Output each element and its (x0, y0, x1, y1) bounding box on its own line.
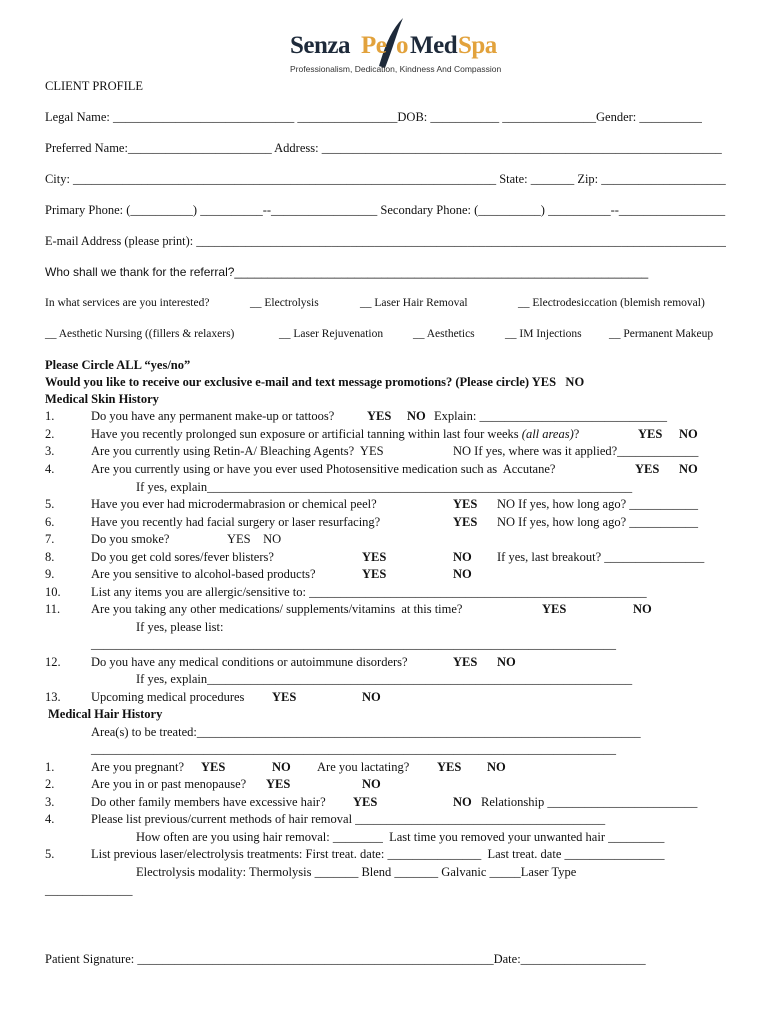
service-option-electrodesiccation[interactable]: __ Electrodesiccation (blemish removal) (518, 297, 705, 309)
question-tattoos: Do you have any permanent make-up or tattoos? (91, 409, 335, 423)
how-long-field[interactable]: NO If yes, how long ago? ___________ (497, 497, 699, 511)
question-number: 13. (45, 690, 61, 704)
question-hair-removal-methods[interactable]: Please list previous/current methods of hair removal ________________________________________ (91, 812, 606, 826)
answer-no[interactable]: NO (679, 427, 698, 441)
skin-history-heading: Medical Skin History (45, 392, 159, 406)
explain-field[interactable]: If yes, explain____________________________________________________________________ (136, 480, 633, 494)
hair-history-heading: Medical Hair History (48, 707, 163, 721)
question-number: 6. (45, 515, 55, 529)
referral-line[interactable]: Who shall we thank for the referral?______________________________________________________________ (45, 265, 649, 279)
question-medical-conditions: Do you have any medical conditions or autoimmune disorders? (91, 655, 408, 669)
question-number: 1. (45, 760, 55, 774)
answer-yes[interactable]: YES (635, 462, 660, 476)
question-mark: ? (573, 427, 580, 441)
service-option-electrolysis[interactable]: __ Electrolysis (250, 297, 319, 309)
question-medications: Are you taking any other medications/ supplements/vitamins at this time? (91, 602, 463, 616)
client-profile-heading: CLIENT PROFILE (45, 79, 144, 93)
answer-no[interactable]: NO (407, 409, 426, 423)
relationship-field[interactable]: Relationship ________________________ (481, 795, 698, 809)
how-long-field[interactable]: NO If yes, how long ago? ___________ (497, 515, 699, 529)
electrolysis-modality-field[interactable]: Electrolysis modality: Thermolysis _______ Blend _______ Galvanic _____Laser Type (136, 865, 577, 879)
explain-field[interactable]: Explain: ______________________________ (434, 409, 667, 423)
logo-text-med: Med (410, 32, 458, 59)
question-number: 4. (45, 462, 55, 476)
question-number: 2. (45, 777, 55, 791)
question-number: 1. (45, 409, 55, 423)
answer-yes[interactable]: YES (453, 515, 478, 529)
question-number: 10. (45, 585, 61, 599)
question-microdermabrasion: Have you ever had microdermabrasion or chemical peel? (91, 497, 377, 511)
answer-yes[interactable]: YES (542, 602, 567, 616)
question-menopause: Are you in or past menopause? (91, 777, 247, 791)
service-option-im-injections[interactable]: __ IM Injections (505, 328, 582, 340)
question-sun-exposure (91, 426, 579, 442)
logo-text-o: o (396, 32, 408, 59)
question-number: 4. (45, 812, 55, 826)
question-facial-surgery: Have you recently had facial surgery or laser resurfacing? (91, 515, 381, 529)
service-option-permanent-makeup[interactable]: __ Permanent Makeup (609, 328, 714, 340)
hair-removal-frequency-field[interactable]: How often are you using hair removal: ________ Last time you removed your unwanted hair _________ (136, 830, 665, 844)
question-sun-exposure-text: Have you recently prolonged sun exposure or artificial tanning within last four weeks (91, 427, 522, 441)
question-number: 5. (45, 497, 55, 511)
question-cold-sores: Do you get cold sores/fever blisters? (91, 550, 274, 564)
logo-text-pe: Pe (361, 32, 387, 59)
areas-treated-line[interactable]: ____________________________________________________________________________________ (91, 742, 616, 756)
answer-no[interactable]: NO (453, 550, 472, 564)
question-number: 9. (45, 567, 55, 581)
answer-yes[interactable]: YES (638, 427, 663, 441)
question-number: 3. (45, 444, 55, 458)
please-list-label: If yes, please list: (136, 620, 224, 634)
question-number: 7. (45, 532, 55, 546)
last-breakout-field[interactable]: If yes, last breakout? ________________ (497, 550, 705, 564)
logo-tagline: Professionalism, Dedication, Kindness And Compassion (290, 64, 502, 74)
applied-field[interactable]: NO If yes, where was it applied?_____________ (453, 444, 699, 458)
logo-text-senza: Senza (290, 32, 350, 59)
explain-field[interactable]: If yes, explain____________________________________________________________________ (136, 672, 633, 686)
question-number: 2. (45, 427, 55, 441)
question-alcohol-sensitive: Are you sensitive to alcohol-based products? (91, 567, 316, 581)
promotions-question[interactable]: Would you like to receive our exclusive e-mail and text message promotions? (Please circle) YES NO (45, 375, 585, 389)
services-label: In what services are you interested? (45, 297, 210, 309)
answer-no[interactable]: NO (453, 567, 472, 581)
answer-yes[interactable]: YES (453, 497, 478, 511)
question-photosensitive: Are you currently using or have you ever used Photosensitive medication such as Accutane? (91, 462, 556, 476)
service-option-laser-hair-removal[interactable]: __ Laser Hair Removal (360, 297, 468, 309)
answer-yes-no[interactable]: YES NO (227, 532, 282, 546)
preferred-name-line[interactable]: Preferred Name:_______________________ Address: ________________________________________________________________ (45, 141, 722, 155)
answer-yes[interactable]: YES (362, 567, 387, 581)
question-number: 11. (45, 602, 61, 616)
laser-type-line[interactable]: ______________ (45, 883, 133, 897)
answer-no[interactable]: NO (679, 462, 698, 476)
question-number: 8. (45, 550, 55, 564)
answer-yes[interactable]: YES (367, 409, 392, 423)
phone-line[interactable]: Primary Phone: (__________) __________--_________________ Secondary Phone: (__________) __________--_________________ (45, 203, 726, 217)
question-pregnant: Are you pregnant? (91, 760, 185, 774)
answer-no[interactable]: NO (272, 760, 291, 774)
question-sun-exposure-areas: (all areas) (521, 427, 574, 441)
answer-no[interactable]: NO (362, 777, 381, 791)
answer-no[interactable]: NO (497, 655, 516, 669)
question-upcoming-procedures: Upcoming medical procedures (91, 690, 245, 704)
service-option-laser-rejuvenation[interactable]: __ Laser Rejuvenation (279, 328, 384, 340)
answer-yes[interactable]: YES (362, 550, 387, 564)
answer-no[interactable]: NO (633, 602, 652, 616)
answer-yes[interactable]: YES (272, 690, 297, 704)
circle-instructions: Please Circle ALL “yes/no” (45, 358, 191, 372)
question-smoke: Do you smoke? (91, 532, 170, 546)
question-retin-a[interactable]: Are you currently using Retin-A/ Bleaching Agents? YES (91, 444, 384, 458)
answer-yes[interactable]: YES (201, 760, 226, 774)
service-option-aesthetic-nursing[interactable]: __ Aesthetic Nursing ((fillers & relaxers) (45, 328, 235, 340)
medications-list-field[interactable]: ____________________________________________________________________________________ (91, 637, 616, 651)
patient-signature-line[interactable]: Patient Signature: _________________________________________________________Date:____________________ (45, 952, 646, 966)
question-family-hair: Do other family members have excessive hair? (91, 795, 326, 809)
answer-yes[interactable]: YES (266, 777, 291, 791)
areas-treated-field[interactable]: Area(s) to be treated:_______________________________________________________________________ (91, 725, 641, 739)
answer-yes[interactable]: YES (353, 795, 378, 809)
answer-yes[interactable]: YES (453, 655, 478, 669)
answer-no[interactable]: NO (487, 760, 506, 774)
email-line[interactable]: E-mail Address (please print): ______________________________________________________________________________________ (45, 234, 726, 248)
service-option-aesthetics[interactable]: __ Aesthetics (413, 328, 475, 340)
answer-no[interactable]: NO (362, 690, 381, 704)
question-lactating: Are you lactating? (317, 760, 410, 774)
question-number: 5. (45, 847, 55, 861)
question-number: 12. (45, 655, 61, 669)
question-allergies[interactable]: List any items you are allergic/sensitive to: ______________________________________________________ (91, 585, 647, 599)
question-previous-treatments[interactable]: List previous laser/electrolysis treatments: First treat. date: _______________ Last treat. date ________________ (91, 847, 665, 861)
city-line[interactable]: City: ____________________________________________________________________ State: _______ Zip: ____________________ (45, 172, 726, 186)
answer-no[interactable]: NO (453, 795, 472, 809)
legal-name-line[interactable]: Legal Name: _____________________________ ________________DOB: ___________ _______________Gender: __________ (45, 110, 702, 124)
answer-yes[interactable]: YES (437, 760, 462, 774)
question-number: 3. (45, 795, 55, 809)
logo-text-spa: Spa (458, 32, 497, 59)
